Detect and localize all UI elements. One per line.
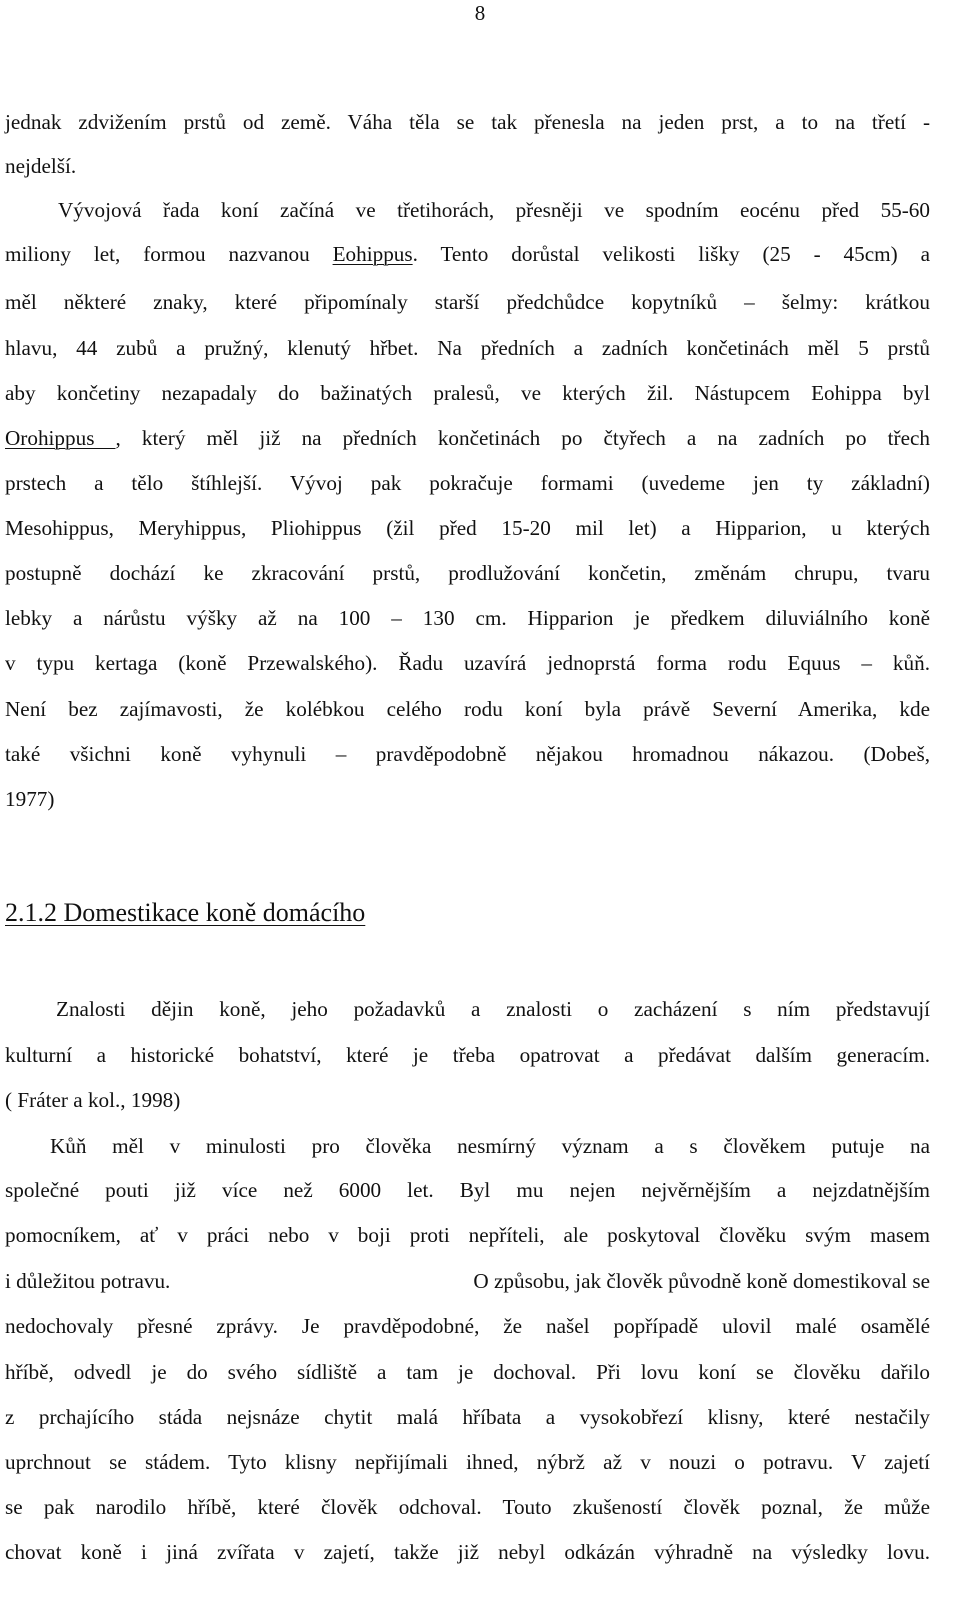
text-span: aby končetiny nezapadaly do bažinatých pralesů, ve kterých žil. Nástupcem Eohippa byl — [5, 381, 930, 405]
text-line: ( Fráter a kol., 1998) — [5, 1088, 181, 1112]
text-span: měl některé znaky, které připomínaly starší předchůdce kopytníků – šelmy: krátkou — [5, 290, 930, 314]
text-span: miliony let, formou nazvanou — [5, 242, 333, 266]
text-span: postupně dochází ke zkracování prstů, prodlužování končetin, změnám chrupu, tvaru — [5, 561, 930, 585]
text-span: Mesohippus, Meryhippus, Pliohippus (žil před 15-20 mil let) a Hipparion, u kterých — [5, 516, 930, 540]
text-line: kulturní a historické bohatství, které je třeba opatrovat a předávat dalším generacím. — [5, 1043, 930, 1067]
text-line — [5, 415, 930, 461]
text-line: jednak zdvižením prstů od země. Váha těla se tak přenesla na jeden prst, a to na třetí - — [5, 110, 930, 134]
text-span: také všichni koně vyhynuli – pravděpodobně nějakou hromadnou nákazou. (Dobeš, — [5, 742, 930, 766]
text-line — [5, 231, 930, 277]
text-span: v typu kertaga (koně Przewalského). Řadu uzavírá jednoprstá forma rodu Equus – kůň. — [5, 651, 930, 675]
text-span: hlavu, 44 zubů a pružný, klenutý hřbet. Na předních a zadních končetinách měl 5 prstů — [5, 336, 930, 360]
text-line — [5, 686, 930, 732]
text-span: , který měl již na předních končetinách po čtyřech a na zadních po třech — [115, 426, 930, 450]
text-line: uprchnout se stádem. Tyto klisny nepřijímali ihned, nýbrž až v nouzi o potravu. V zajetí — [5, 1450, 930, 1474]
text-line: hříbě, odvedl je do svého sídliště a tam je dochoval. Při lovu koní se člověku dařilo — [5, 1360, 930, 1384]
text-line — [5, 460, 930, 506]
text-line — [5, 640, 930, 686]
text-span: . Tento dorůstal velikosti lišky (25 - 45cm) a — [412, 242, 930, 266]
text-line: nedochovaly přesné zprávy. Je pravděpodobné, že našel popřípadě ulovil malé osamělé — [5, 1314, 930, 1338]
page-number: 8 — [474, 1, 486, 25]
text-line: Znalosti dějin koně, jeho požadavků a znalosti o zacházení s ním představují — [56, 997, 930, 1021]
text-line — [5, 550, 930, 596]
text-line — [5, 595, 930, 641]
text-line — [58, 187, 930, 233]
text-span: Vývojová řada koní začíná ve třetihorách, přesněji ve spodním eocénu před 55-60 — [58, 198, 930, 222]
text-line: pomocníkem, ať v práci nebo v boji proti nepříteli, ale poskytoval člověku svým masem — [5, 1223, 930, 1247]
text-line — [5, 776, 930, 822]
text-line: se pak narodilo hříbě, které člověk odchoval. Touto zkušeností člověk poznal, že může — [5, 1495, 930, 1519]
text-line: O způsobu, jak člověk původně koně domestikoval se — [473, 1269, 930, 1293]
text-line — [5, 325, 930, 371]
text-span: lebky a nárůstu výšky až na 100 – 130 cm. Hipparion je předkem diluviálního koně — [5, 606, 930, 630]
underlined-term-eohippus: Eohippus — [332, 242, 413, 266]
text-line: nejdelší. — [5, 154, 77, 178]
underlined-term-orohippus: Orohippus — [5, 426, 116, 450]
text-span: 1977) — [5, 787, 55, 811]
text-line — [5, 279, 930, 325]
text-line: i důležitou potravu. — [5, 1269, 171, 1293]
text-line: Kůň měl v minulosti pro člověka nesmírný význam a s člověkem putuje na — [50, 1134, 930, 1158]
text-line — [5, 505, 930, 551]
text-line: chovat koně i jiná zvířata v zajetí, takže již nebyl odkázán výhradně na výsledky lovu. — [5, 1540, 930, 1564]
text-line: z prchajícího stáda nejsnáze chytit malá hříbata a vysokobřezí klisny, které nestačily — [5, 1405, 930, 1429]
text-line — [5, 731, 930, 777]
text-line — [5, 370, 930, 416]
text-span: prstech a tělo štíhlejší. Vývoj pak pokračuje formami (uvedeme jen ty základní) — [5, 471, 930, 495]
section-heading: 2.1.2 Domestikace koně domácího — [5, 898, 366, 927]
text-line: společné pouti již více než 6000 let. Byl mu nejen nejvěrnějším a nejzdatnějším — [5, 1178, 930, 1202]
text-span: Není bez zajímavosti, že kolébkou celého rodu koní byla právě Severní Amerika, kde — [5, 697, 930, 721]
